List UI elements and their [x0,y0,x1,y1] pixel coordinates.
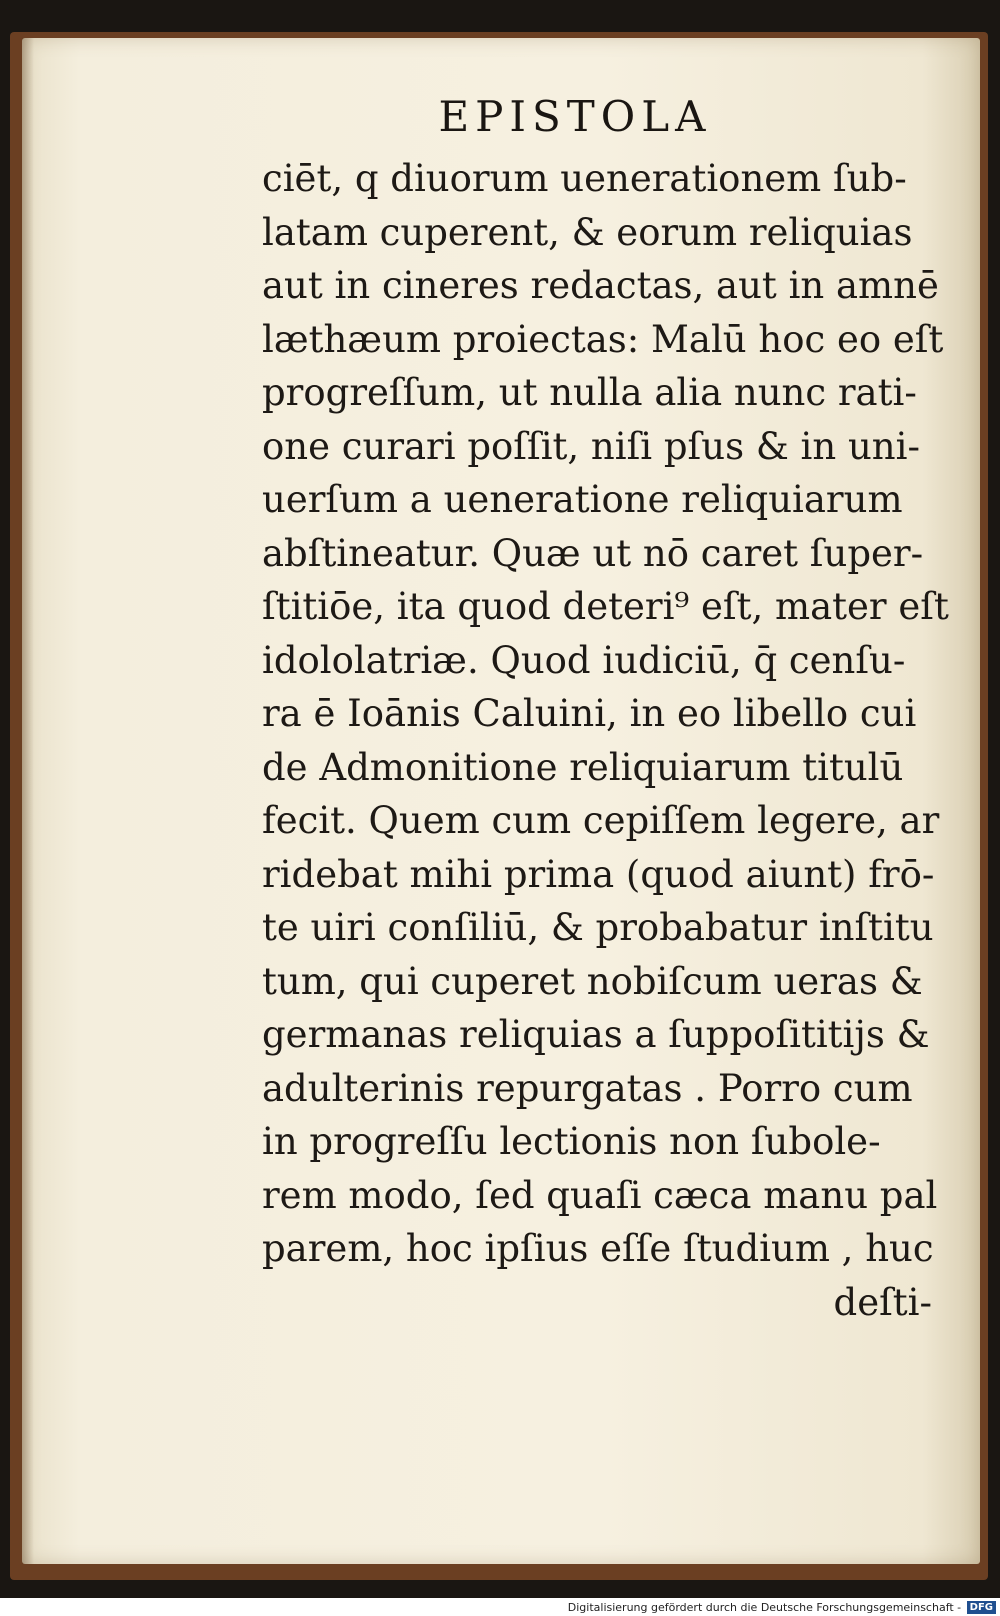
text-line: one curari poſſit, niſi pſus & in uni- [262,424,920,468]
text-line: germanas reliquias a ſuppoſititijs & [262,1013,930,1056]
text-line: de Admonitione reliquiarum titulū [262,745,904,789]
text-line: idololatriæ. Quod iudiciū, q̄ cenſu- [262,638,906,682]
text-line: parem, hoc ipſius eſſe ſtudium , huc [262,1227,934,1270]
text-line: adulterinis repurgatas . Porro cum [262,1066,913,1110]
text-line: in progreſſu lectionis non ſubole- [262,1120,881,1163]
text-line: uerſum a ueneratione reliquiarum [262,478,903,521]
catchword: deſti- [833,1280,932,1324]
text-line: rem modo, ſed quaſi cæca manu pal [262,1173,938,1217]
text-line: aut in cineres redactas, aut in amnē [262,264,939,307]
text-line: latam cuperent, & eorum reliquias [262,210,913,254]
dfg-logo: DFG [967,1601,996,1614]
text-line: ciēt, q diuorum uenerationem ſub- [262,157,907,200]
text-line: ridebat mihi prima (quod aiunt) frō- [262,852,935,896]
text-line: te uiri conſiliū, & probabatur inſtitu [262,906,934,949]
text-line: tum, qui cuperet nobiſcum ueras & [262,959,923,1003]
page-gutter-shadow [22,38,34,1564]
text-line: ra ē Ioānis Caluini, in eo libello cui [262,692,917,735]
text-line: progreſſum, ut nulla alia nunc rati- [262,371,917,414]
text-line: abſtineatur. Quæ ut nō caret ſuper- [262,531,924,575]
text-line: læthæum proiectas: Malū hoc eo eſt [262,317,944,361]
footer-credit-text: Digitalisierung gefördert durch die Deutsche Forschungsgemeinschaft - [567,1600,962,1614]
running-head: EPISTOLA [438,92,712,141]
text-line: fecit. Quem cum cepiſſem legere, ar [262,799,940,842]
digitization-footer [0,1601,996,1615]
page-text-block [262,152,952,1329]
text-line: ſtitiōe, ita quod deteri⁹ eſt, mater eſt [262,585,949,628]
